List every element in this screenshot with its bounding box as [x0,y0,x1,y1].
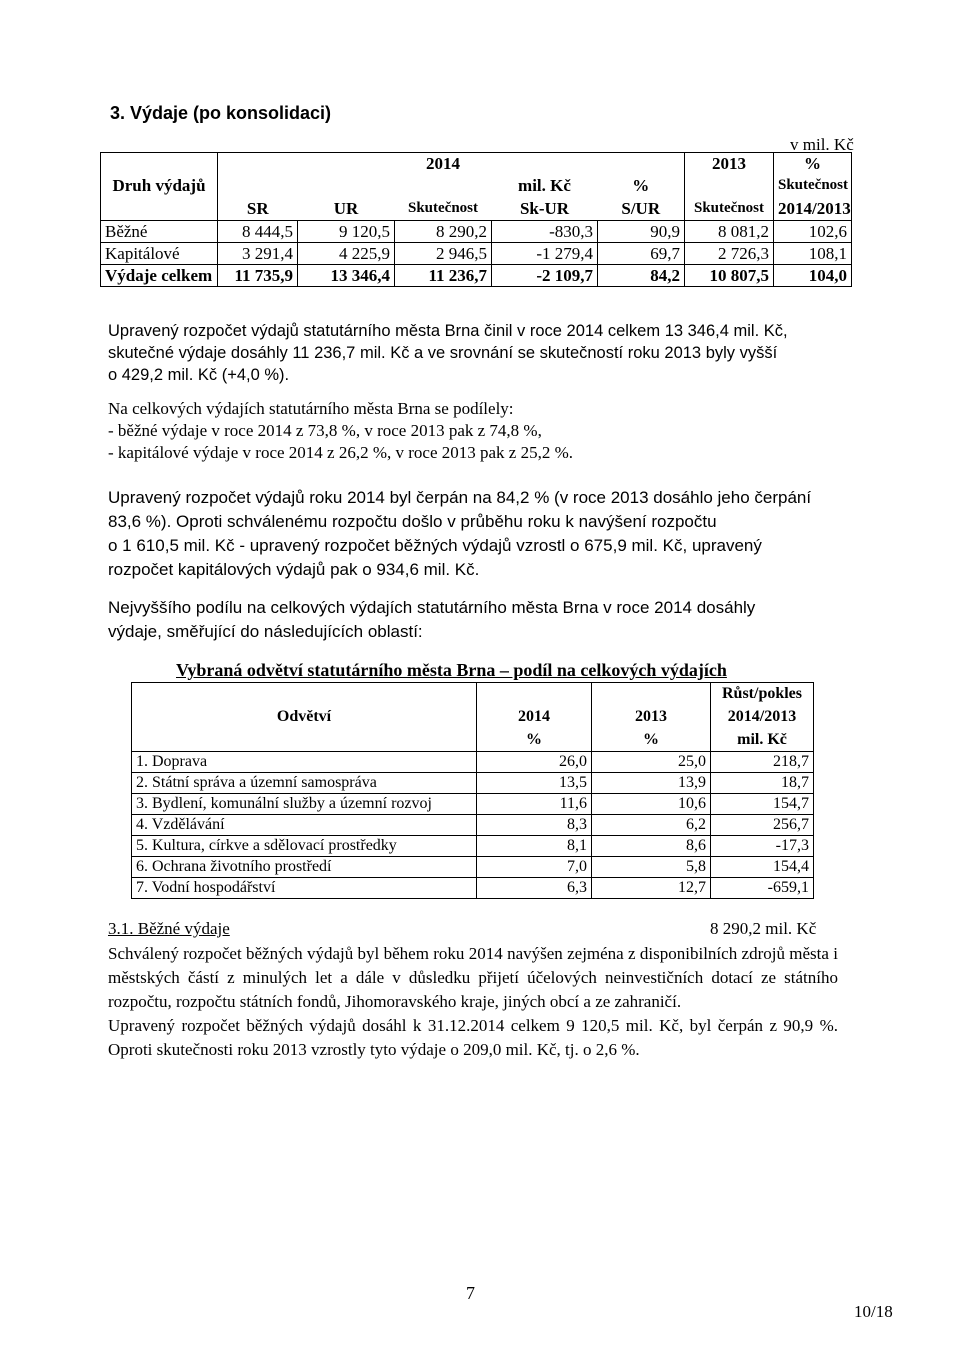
subsection-paragraph: Schválený rozpočet běžných výdajů byl během roku 2014 navýšen zejména z disponibilních zdrojů města i městských částí z minulých let a dále v důsledku přijetí účelových neinvestičních dotací ze státního rozpočtu, rozpočtu státních fondů, Jihomoravského kraje, jiných obcí a ze zahraničí. [108,944,838,1011]
paragraph-sectors-intro: Nejvyššího podílu na celkových výdajích statutárního města Brna v roce 2014 dosáhly výdaje, směřující do následujících oblastí: [108,598,756,641]
header-sr: SR [218,197,298,221]
paragraph-budget-summary: Upravený rozpočet výdajů statutárního města Brna činil v roce 2014 celkem 13 346,4 mil. Kč, skutečné výdaje dosáhly 11 236,7 mil. Kč a ve srovnání se skutečností roku 2013 byly vyšší o 429,2 mil. Kč (+4,0 %). [108,322,788,384]
header-skutecnost2: Skutečnost [685,197,774,221]
table-row: 6. Ochrana životního prostředí 7,0 5,8 154,4 [132,857,814,878]
header-year-2014: 2014 [395,153,492,175]
table-header-row [132,729,814,752]
header-pct: % [774,153,852,175]
table-row: 3. Bydlení, komunální služby a územní rozvoj 11,6 10,6 154,7 [132,794,814,815]
paragraph-budget-usage: Upravený rozpočet výdajů roku 2014 byl čerpán na 84,2 % (v roce 2013 dosáhlo jeho čerpání 83,6 %). Oproti schválenému rozpočtu došlo v průběhu roku k navýšení rozpočtu o 1 610,5 mil. Kč - upravený rozpočet běžných výdajů vzrostl o 675,9 mil. Kč, upravený rozpočet kapitálových výdajů pak o 934,6 mil. Kč. [108,488,812,579]
page-number: 7 [466,1283,475,1303]
sectors-table-caption: Vybraná odvětví statutárního města Brna – podíl na celkových výdajích [176,660,727,680]
header-rust-period: 2014/2013 [711,706,814,729]
header-sur: S/UR [598,197,685,221]
header-milkc: mil. Kč [518,176,571,195]
table-total-row: Výdaje celkem 11 735,9 13 346,4 11 236,7 -2 109,7 84,2 10 807,5 104,0 [101,265,852,287]
header-milkc: mil. Kč [711,729,814,752]
table-row: 5. Kultura, církve a sdělovací prostředky 8,1 8,6 -17,3 [132,836,814,857]
header-druh: Druh výdajů [101,175,218,197]
header-2014: 2014 [477,706,592,729]
header-pct-2013: % [592,729,711,752]
subsection-amount: 8 290,2 mil. Kč [710,919,817,938]
header-skutecnost: Skutečnost [395,197,492,221]
header-skutecnost-top: Skutečnost [774,175,852,197]
table-row: 4. Vzdělávání 8,3 6,2 256,7 [132,815,814,836]
section-heading: 3. Výdaje (po konsolidaci) [110,103,332,123]
subsection-title: 3.1. Běžné výdaje [108,919,230,938]
table-header-row [132,706,814,729]
sectors-table [131,682,814,899]
header-2013: 2013 [592,706,711,729]
subsection-body [108,942,838,1062]
header-skur: Sk-UR [492,197,598,221]
table-header-row [101,197,852,221]
table-header-row [101,153,852,175]
table-row: Kapitálové 3 291,4 4 225,9 2 946,5 -1 279,4 69,7 2 726,3 108,1 [101,243,852,265]
header-odvetvi: Odvětví [132,706,477,729]
unit-label: v mil. Kč [790,135,854,154]
table-header-row [132,683,814,706]
subsection-paragraph: Upravený rozpočet běžných výdajů dosáhl k 31.12.2014 celkem 9 120,5 mil. Kč, byl čerpán z 90,9 %. Oproti skutečnosti roku 2013 vzrostly tyto výdaje o 209,0 mil. Kč, tj. o 2,6 %. [108,1016,838,1059]
table-row: 7. Vodní hospodářství 6,3 12,7 -659,1 [132,878,814,899]
header-pct2: % [632,176,650,195]
table-row: Běžné 8 444,5 9 120,5 8 290,2 -830,3 90,9 8 081,2 102,6 [101,221,852,243]
header-pct-2014: % [477,729,592,752]
header-ur: UR [298,197,395,221]
table-header-row [101,175,852,197]
header-ratio: 2014/2013 [774,197,852,221]
expenditure-table [100,152,852,287]
header-rust: Růst/pokles [711,683,814,706]
header-year-2013: 2013 [685,153,774,175]
table-row: 2. Státní správa a územní samospráva 13,5 13,9 18,7 [132,773,814,794]
paragraph-shares: Na celkových výdajích statutárního města Brna se podílely: - běžné výdaje v roce 2014 z 73,8 %, v roce 2013 pak z 74,8 %, - kapitálové výdaje v roce 2014 z 26,2 %, v roce 2013 pak z 25,2 %. [108,399,573,462]
page-count: 10/18 [854,1302,893,1321]
table-row: 1. Doprava 26,0 25,0 218,7 [132,752,814,773]
